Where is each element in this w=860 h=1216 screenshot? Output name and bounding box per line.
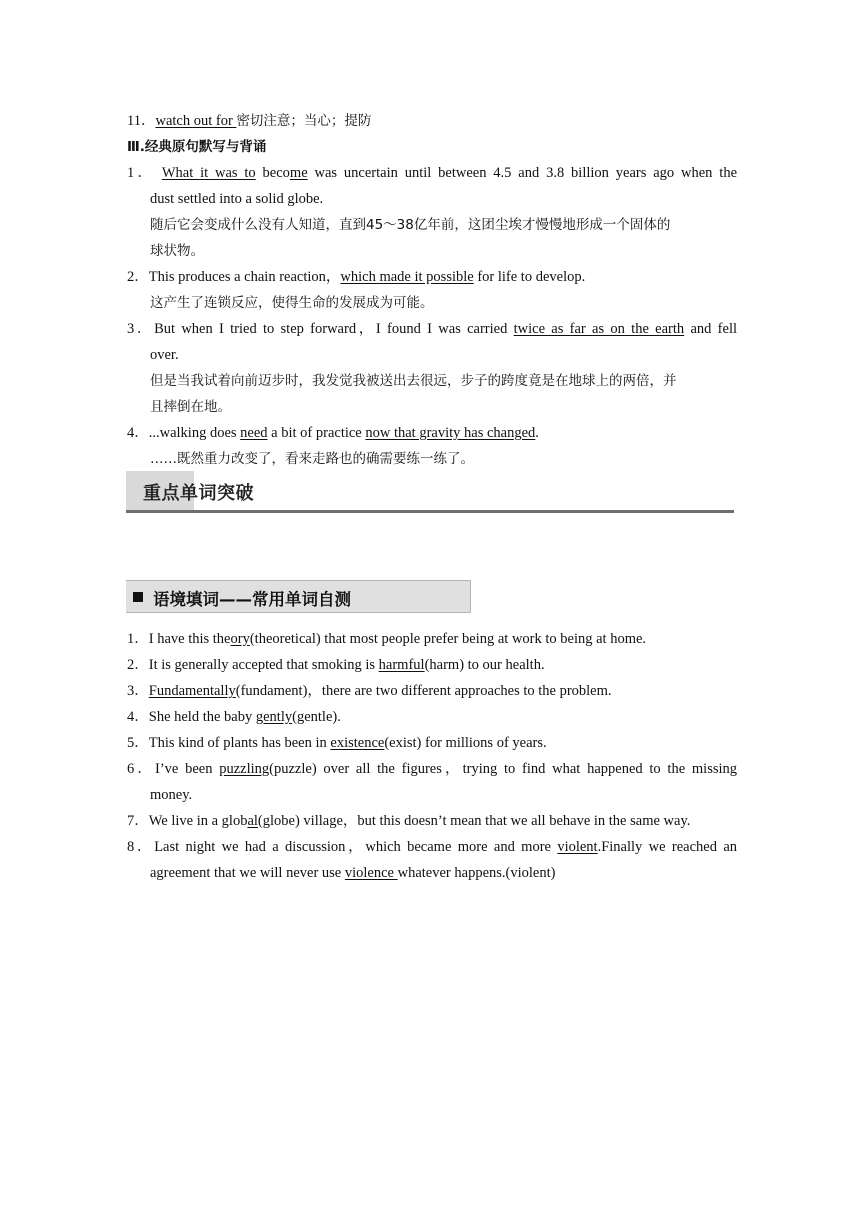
exercise-text: (globe) village，but this doesn’t mean that we all behave in the same way. [257,813,691,829]
sentence-blank: now that gravity has changed [365,425,536,441]
exercise-text: This kind of plants has been in [148,735,331,751]
sentence-2-line-1 [127,264,737,290]
exercise-answer: harmful [378,657,425,673]
exercise-text: It is generally accepted that smoking is [148,657,379,673]
translation-text: 球状物。 [150,243,204,259]
sentence-text: But when I tried to step forward，I found I was carried [154,321,514,337]
exercise-number: 6． [127,761,155,777]
square-bullet-icon [133,592,143,602]
sentence-4-line-1 [127,420,737,446]
sentence-4-translation [150,446,735,472]
item-number: 11． [127,113,156,129]
translation-text: ……既然重力改变了，看来走路也的确需要练一练了。 [150,451,474,467]
exercise-number: 2． [127,657,149,673]
exercise-number: 7． [127,813,149,829]
exercise-text: money. [150,787,193,803]
sentence-3-line-1 [127,316,737,342]
sentence-3-translation-1 [150,368,735,394]
exercise-7 [127,808,737,834]
exercise-text: whatever happens.(violent) [397,865,556,881]
exercise-answer: al [247,813,258,829]
phrase-answer: watch out for [155,113,237,129]
sentence-1-translation-1 [150,212,735,238]
banner-rule [126,510,734,513]
sentence-text: dust settled into a solid globe. [150,191,324,207]
sentence-text: was uncertain until between 4.5 and 3.8 billion years ago when the [307,165,738,181]
exercise-text: (gentle). [292,709,341,725]
exercise-text: I have this the [148,631,231,647]
exercise-3 [127,678,737,704]
exercise-answer: puzzling [219,761,270,777]
sentence-text: over. [150,347,179,363]
exercise-answer: ory [230,631,250,647]
exercise-8-line-1 [127,834,737,860]
sentence-3-line-2 [150,342,735,368]
sentence-blank: What it was to [161,165,256,181]
sentence-number: 1． [127,165,156,181]
section-banner-key-words [126,471,734,513]
sentence-blank: me [289,165,308,181]
sentence-number: 2． [127,269,149,285]
exercise-answer: violence [344,865,398,881]
exercise-answer: existence [330,735,385,751]
phrase-item-11 [127,108,737,134]
sentence-number: 4． [127,425,149,441]
exercise-number: 8． [127,839,155,855]
sentence-1-translation-2 [150,238,735,264]
sentence-number: 3． [127,321,155,337]
translation-text: 随后它会变成什么没有人知道，直到45～38亿年前，这团尘埃才慢慢地形成一个固体的 [150,217,671,233]
exercise-2 [127,652,737,678]
exercise-number: 3． [127,683,149,699]
banner-title: 重点单词突破 [143,483,254,504]
exercise-text: (puzzle) over all the figures，trying to find what happened to the missing [269,761,738,777]
sentence-1-line-1 [127,160,737,186]
exercise-text: (harm) to our health. [424,657,545,673]
sentence-blank: which made it possible [340,269,474,285]
exercise-1 [127,626,737,652]
sentence-text: a bit of practice [267,425,366,441]
sentence-1-line-2 [150,186,735,212]
section-title-classic-sentences [127,134,737,160]
phrase-meaning: 密切注意；当心；提防 [236,113,372,129]
translation-text: 但是当我试着向前迈步时，我发觉我被送出去很远，步子的跨度竟是在地球上的两倍，并 [150,373,677,389]
exercise-5 [127,730,737,756]
sentence-text: ...walking does [148,425,241,441]
sentence-text: and fell [684,321,737,337]
exercise-6-line-2 [150,782,735,808]
exercise-8-line-2 [150,860,735,886]
exercise-text: She held the baby [148,709,256,725]
translation-text: 且摔倒在地。 [150,399,231,415]
exercise-text: We live in a glob [148,813,248,829]
exercise-text: (theoretical) that most people prefer being at work to being at home. [249,631,647,647]
section-title-text: Ⅲ.经典原句默写与背诵 [127,139,267,155]
exercise-answer: gently [255,709,293,725]
banner-title: 语境填词——常用单词自测 [153,590,351,609]
exercise-text: .Finally we reached an [597,839,738,855]
section-banner-context-fill [126,580,471,613]
sentence-text: . [535,425,539,441]
sentence-blank: twice as far as on the earth [513,321,685,337]
exercise-6-line-1 [127,756,737,782]
exercise-number: 1． [127,631,149,647]
exercise-number: 5． [127,735,149,751]
exercise-text: I’ve been [155,761,220,777]
sentence-3-translation-2 [150,394,735,420]
exercise-4 [127,704,737,730]
sentence-blank: need [240,425,268,441]
sentence-text: This produces a chain reaction， [148,269,341,285]
exercise-text: Last night we had a discussion，which became more and more [154,839,558,855]
exercise-answer: Fundamentally [148,683,236,699]
exercise-number: 4． [127,709,149,725]
exercise-text: agreement that we will never use [150,865,345,881]
sentence-2-translation [150,290,735,316]
exercise-answer: violent [557,839,598,855]
exercise-text: (fundament)，there are two different approaches to the problem. [235,683,612,699]
exercise-text: (exist) for millions of years. [384,735,547,751]
sentence-text: beco [255,165,290,181]
translation-text: 这产生了连锁反应，使得生命的发展成为可能。 [150,295,434,311]
sentence-text: for life to develop. [473,269,586,285]
